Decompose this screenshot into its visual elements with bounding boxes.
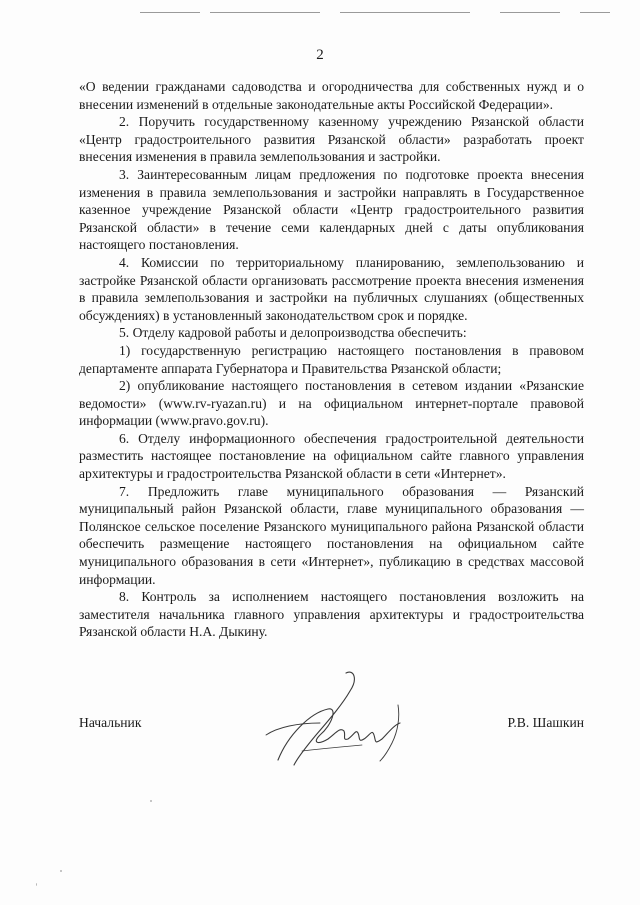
page-number: 2 <box>316 47 324 63</box>
paragraph-item-5: 5. Отделу кадровой работы и делопроизводства обеспечить: <box>119 325 467 341</box>
paragraph-intro-continuation: «О ведении гражданами садоводства и огородничества для собственных нужд и о внесении изменений в отдельные законодательные акты Российской Федерации». <box>79 79 584 112</box>
signature-block <box>79 715 584 739</box>
paragraph-item-5-2: 2) опубликование настоящего постановления в сетевом издании «Рязанские ведомости» (www.rv-ryazan.ru) и на официальном интернет-портале правовой информации (www.pravo.gov.ru). <box>79 378 584 429</box>
paragraph-item-4: 4. Комиссии по территориальному планированию, землепользованию и застройке Рязанской области организовать рассмотрение проекта внесения изменения в правила землепользования и застройки на публичных слушаниях (общественных обсуждениях) в установленный законодательством срок и порядке. <box>79 254 584 323</box>
signatory-title: Начальник <box>79 715 142 730</box>
paragraph-item-8: 8. Контроль за исполнением настоящего постановления возложить на заместителя начальника главного управления архитектуры и градостроительства Рязанской области Н.А. Дыкину. <box>79 589 584 640</box>
paragraph-item-2: 2. Поручить государственному казенному учреждению Рязанской области «Центр градостроительного развития Рязанской области» разработать проект внесения изменения в правила землепользования и застройки. <box>79 114 584 165</box>
scan-speck <box>36 883 37 886</box>
paragraph-item-3: 3. Заинтересованным лицам предложения по подготовке проекта внесения изменения в правила землепользования и застройки направлять в Государственное казенное учреждение Рязанской области «Центр градостроительного развития Рязанской области» в течение семи календарных дней с даты опубликования настоящего постановления. <box>79 166 584 253</box>
scan-speck <box>60 870 62 872</box>
document-body <box>79 78 584 641</box>
paragraph-item-6: 6. Отделу информационного обеспечения градостроительной деятельности разместить настоящее постановление на официальном сайте главного управления архитектуры и градостроительства Рязанской области в сети «Интернет». <box>79 430 584 482</box>
scan-speck <box>150 800 152 802</box>
paragraph-item-5-1: 1) государственную регистрацию настоящего постановления в правовом департаменте аппарата Губернатора и Правительства Рязанской области; <box>79 342 584 376</box>
paragraph-item-7: 7. Предложить главе муниципального образования — Рязанский муниципальный район Рязанской области, главе муниципального образования — Полянское сельское поселение Рязанского муниципального района Рязанской области обеспечить размещение настоящего постановления на официальном сайте муниципального образования в сети «Интернет», публикацию в средствах массовой информации. <box>79 483 584 587</box>
signatory-name: Р.В. Шашкин <box>507 715 584 730</box>
scan-edge-marks <box>140 12 610 14</box>
